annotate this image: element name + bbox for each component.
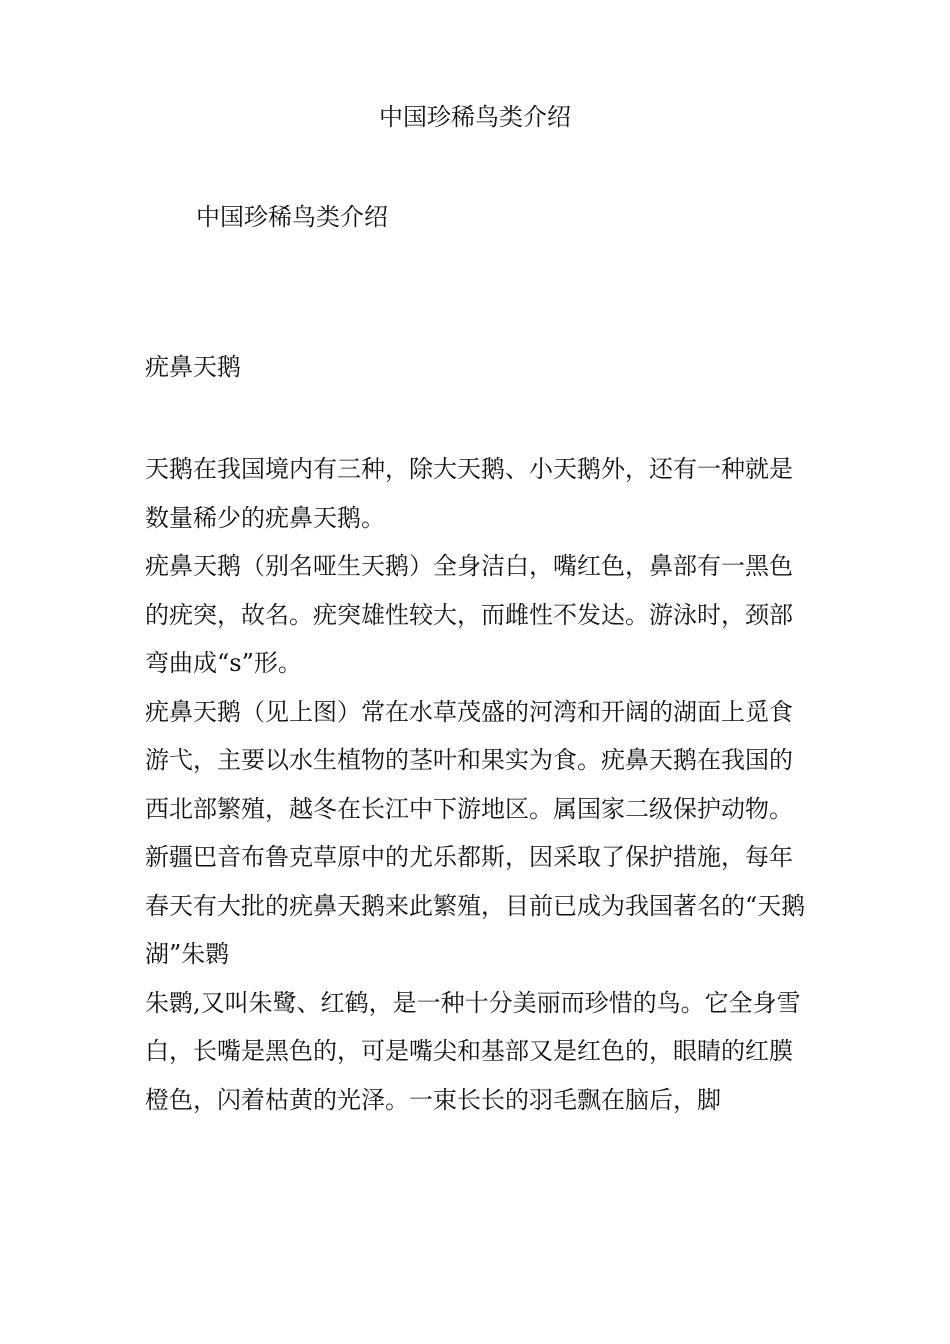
body-text — [145, 445, 810, 1124]
section-heading: 疣鼻天鹅 — [145, 353, 241, 381]
paragraph: 天鹅在我国境内有三种，除大天鹅、小天鹅外，还有一种就是数量稀少的疣鼻天鹅。 — [145, 455, 793, 532]
paragraph: 疣鼻天鹅（见上图）常在水草茂盛的河湾和开阔的湖面上觅食游弋，主要以水生植物的茎叶和果实为食。疣鼻天鹅在我国的西北部繁殖，越冬在长江中下游地区。属国家二级保护动物。 — [145, 697, 793, 823]
document-title: 中国珍稀鸟类介绍 — [379, 103, 571, 131]
document-subtitle: 中国珍稀鸟类介绍 — [196, 203, 388, 231]
paragraph: 新疆巴音布鲁克草原中的尤乐都斯，因采取了保护措施，每年春天有大批的疣鼻天鹅来此繁殖，目前已成为我国著名的“天鹅湖”朱鹮 — [145, 843, 806, 968]
paragraph: 疣鼻天鹅（别名哑生天鹅）全身洁白，嘴红色，鼻部有一黑色的疣突，故名。疣突雄性较大，而雌性不发达。游泳时，颈部弯曲成“s”形。 — [145, 552, 793, 677]
paragraph: 朱鹮,又叫朱鹭、红鹤，是一种十分美丽而珍惜的鸟。它全身雪白，长嘴是黑色的，可是嘴尖和基部又是红色的，眼睛的红膜橙色，闪着枯黄的光泽。一束长长的羽毛飘在脑后，脚 — [145, 988, 801, 1114]
